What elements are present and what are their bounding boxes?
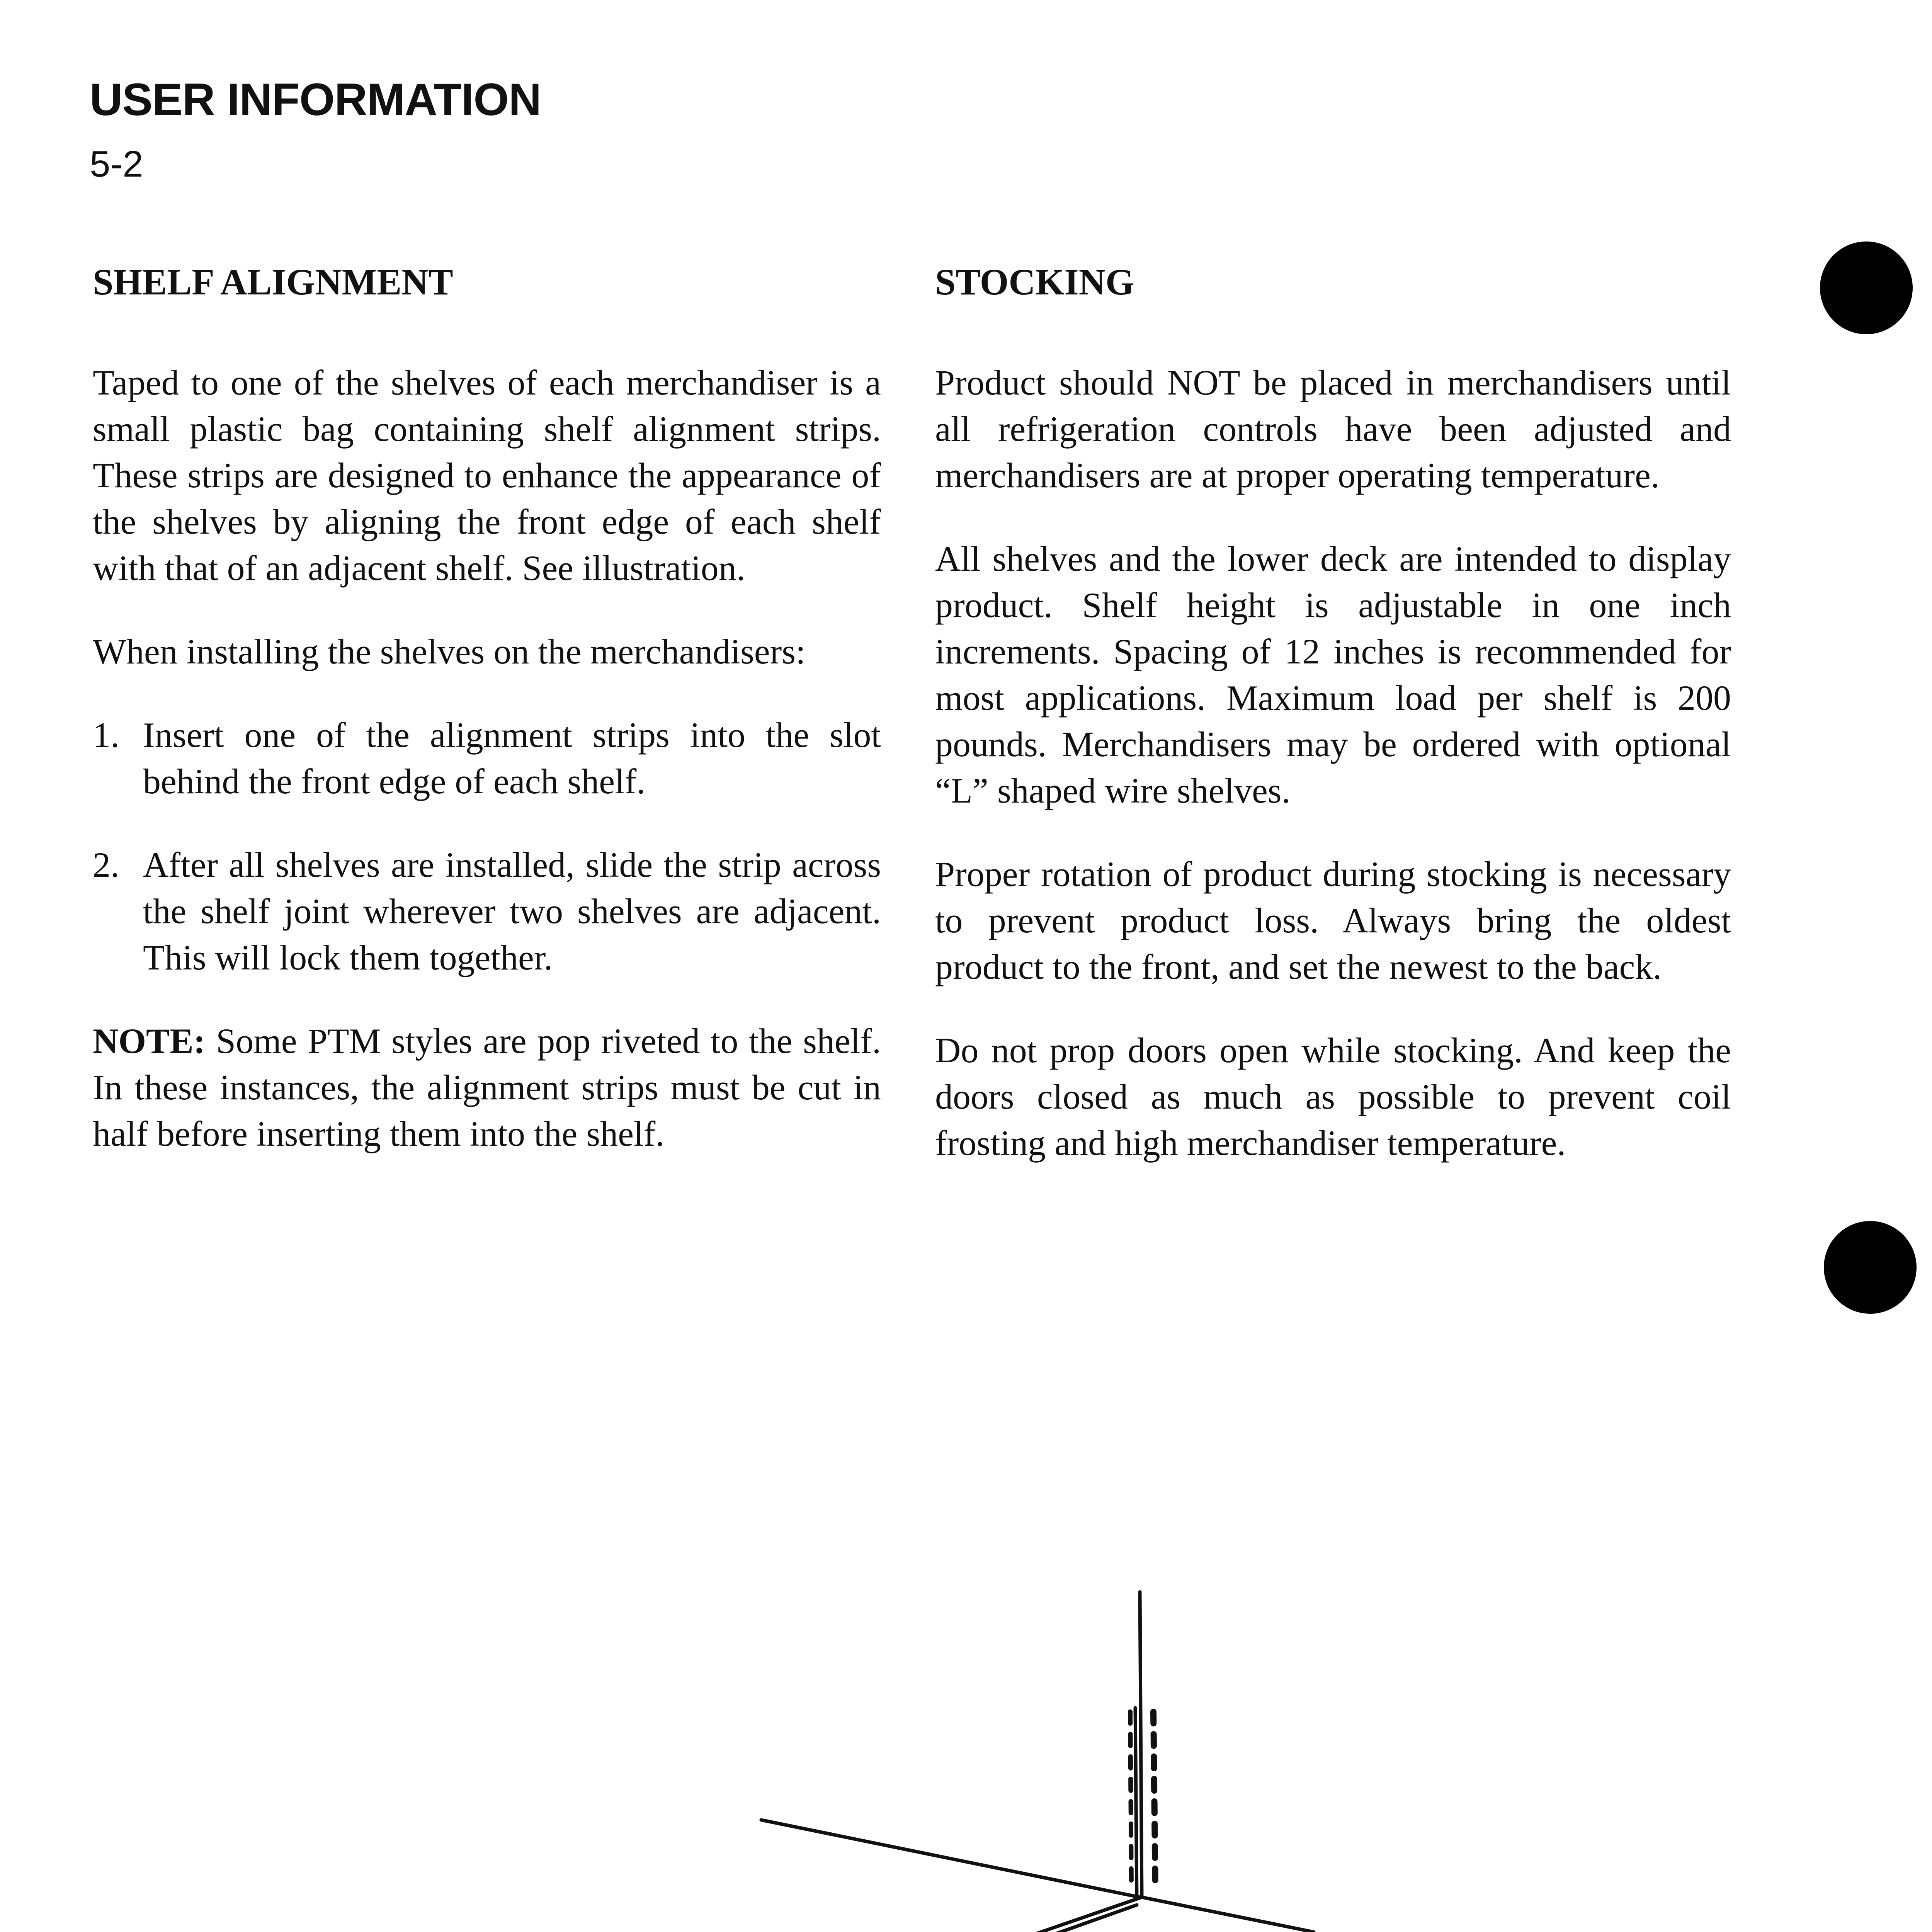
- shelf-alignment-heading: SHELF ALIGNMENT: [93, 261, 453, 303]
- step-number: 1.: [93, 715, 119, 755]
- stocking-section: [935, 259, 1731, 1203]
- step-item: [93, 842, 881, 981]
- step-item: [93, 712, 881, 804]
- step-number: 2.: [93, 845, 119, 884]
- shelf-alignment-illustration: [332, 1584, 1360, 1932]
- stocking-paragraph: Product should NOT be placed in merchandisers until all refrigeration controls have been adjusted and merchandisers are at proper operating temperature.: [935, 363, 1731, 495]
- note-paragraph: [93, 1018, 881, 1157]
- step-text: After all shelves are installed, slide the strip across the shelf joint wherever two shelves are adjacent. This will lock them together.: [143, 845, 881, 977]
- page-number: 5-2: [90, 143, 143, 185]
- shelf-alignment-section: [93, 259, 881, 1194]
- shelf-alignment-intro: Taped to one of the shelves of each merchandiser is a small plastic bag containing shelf alignment strips. These strips are designed to enhance the appearance of the shelves by aligning the front edge of each shelf with that of an adjacent shelf. See illustration.: [93, 363, 881, 588]
- binder-hole-marker: [1820, 242, 1913, 334]
- installing-instructions: When installing the shelves on the merchandisers:: [93, 632, 806, 671]
- note-label: NOTE:: [93, 1021, 206, 1061]
- stocking-heading: STOCKING: [935, 261, 1134, 303]
- binder-hole-marker: [1824, 1221, 1917, 1314]
- stocking-paragraph: Do not prop doors open while stocking. And keep the doors closed as much as possible to prevent coil frosting and high merchandiser temperature.: [935, 1031, 1731, 1163]
- stocking-paragraph: Proper rotation of product during stocking is necessary to prevent product loss. Always bring the oldest product to the front, and set the newest to the back.: [935, 854, 1731, 986]
- stocking-paragraph: All shelves and the lower deck are intended to display product. Shelf height is adjustable in one inch increments. Spacing of 12 inches is recommended for most applications. Maximum load per shelf is 200 pounds. Merchandisers may be ordered with optional “L” shaped wire shelves.: [935, 539, 1731, 810]
- page-title: USER INFORMATION: [90, 74, 541, 125]
- step-text: Insert one of the alignment strips into the slot behind the front edge of each shelf.: [143, 715, 881, 801]
- note-text: Some PTM styles are pop riveted to the shelf. In these instances, the alignment strips must be cut in half before inserting them into the shelf.: [93, 1021, 881, 1153]
